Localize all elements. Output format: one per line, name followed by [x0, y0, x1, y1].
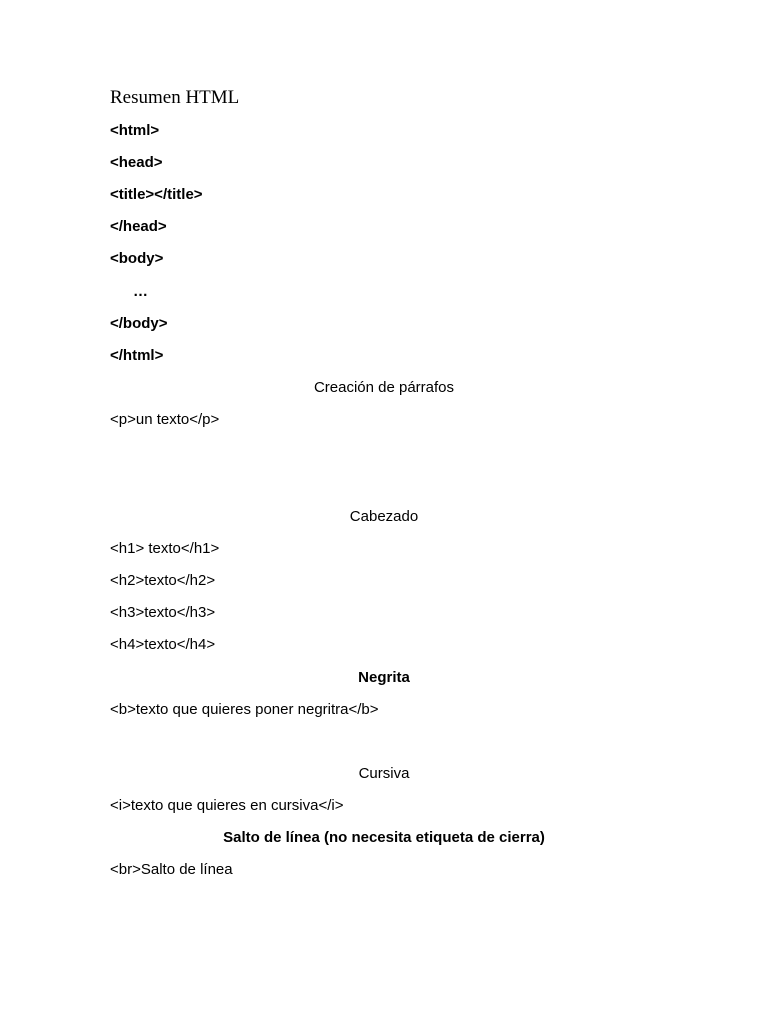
heading-example: <h1> texto</h1>: [110, 540, 220, 557]
line-break-example: <br>Salto de línea: [110, 861, 233, 878]
section-heading-paragraphs: Creación de párrafos: [313, 379, 455, 396]
heading-example: <h2>texto</h2>: [110, 572, 216, 589]
section-heading-bold: Negrita: [358, 669, 410, 686]
skeleton-line: <body>: [110, 250, 164, 267]
skeleton-line: <html>: [110, 122, 160, 139]
paragraph-example: <p>un texto</p>: [110, 411, 220, 428]
section-heading-line-break: Salto de línea (no necesita etiqueta de cierra): [223, 829, 545, 846]
section-heading-italic: Cursiva: [358, 765, 410, 782]
heading-example: <h3>texto</h3>: [110, 604, 216, 621]
skeleton-ellipsis: …: [133, 283, 148, 300]
document-title: Resumen HTML: [110, 87, 240, 108]
skeleton-line: </body>: [110, 315, 168, 332]
skeleton-line: </head>: [110, 218, 167, 235]
italic-example: <i>texto que quieres en cursiva</i>: [110, 797, 344, 814]
heading-example: <h4>texto</h4>: [110, 636, 216, 653]
skeleton-line: <title></title>: [110, 186, 203, 203]
section-heading-headings: Cabezado: [349, 508, 419, 525]
skeleton-line: </html>: [110, 347, 164, 364]
bold-example: <b>texto que quieres poner negritra</b>: [110, 701, 379, 718]
skeleton-line: <head>: [110, 154, 163, 171]
